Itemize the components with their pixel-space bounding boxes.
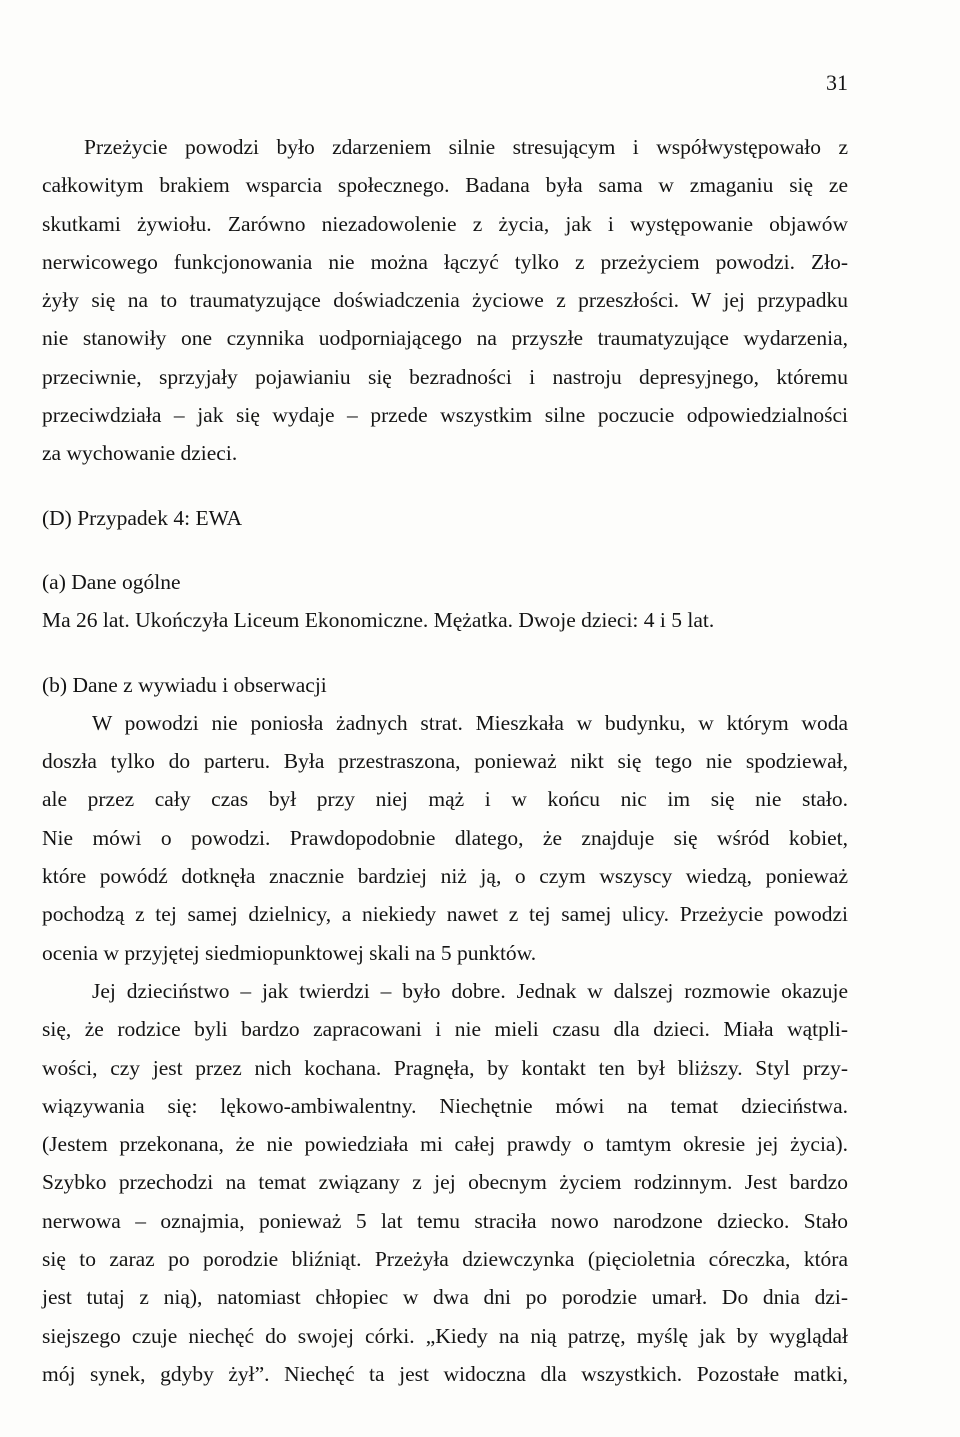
section-b-heading: (b) Dane z wywiadu i obserwacji xyxy=(42,672,327,697)
text-line: W powodzi nie poniosła żadnych strat. Mieszkała w budynku, w którym woda xyxy=(92,710,848,735)
spacer xyxy=(42,537,848,563)
section-a-heading: (a) Dane ogólne xyxy=(42,569,181,594)
page-number: 31 xyxy=(826,70,848,95)
text-line: ocenia w przyjętej siedmiopunktowej skali na 5 punktów. xyxy=(42,940,537,965)
text-line: żyły się na to traumatyzujące doświadczenia życiowe z przeszłości. W jej przypadku xyxy=(42,288,848,313)
text-line: Szybko przechodzi na temat związany z jej obecnym życiem rodzinnym. Jest bardzo xyxy=(42,1170,848,1195)
text-line: skutkami żywiołu. Zarówno niezadowolenie z życia, jak i występowanie objawów xyxy=(42,211,848,236)
section-a-text: Ma 26 lat. Ukończyła Liceum Ekonomiczne. Mężatka. Dwoje dzieci: 4 i 5 lat. xyxy=(42,608,715,633)
text-line: nerwicowego funkcjonowania nie można łączyć tylko z przeżyciem powodzi. Zło- xyxy=(42,249,848,274)
spacer xyxy=(42,640,848,666)
text-line: pochodzą z tej samej dzielnicy, a niekiedy nawet z tej samej ulicy. Przeżycie powodzi xyxy=(42,902,848,927)
text-line: które powódź dotknęła znacznie bardziej niż ją, o czym wszyscy wiedzą, ponieważ xyxy=(42,864,848,889)
text-line: za wychowanie dzieci. xyxy=(42,441,238,466)
page-text xyxy=(42,128,848,1393)
text-line: siejszego czuje niechęć do swojej córki. „Kiedy na nią patrzę, myślę jak by wyglądał xyxy=(42,1323,848,1348)
paragraph-interview xyxy=(42,704,848,972)
text-line: przeciwnie, sprzyjały pojawianiu się bezradności i nastroju depresyjnego, któremu xyxy=(42,364,848,389)
spacer xyxy=(42,473,848,499)
paragraph-childhood xyxy=(42,972,848,1393)
text-line: ale przez cały czas był przy niej mąż i w końcu nic im się nie stało. xyxy=(42,787,848,812)
text-line: (Jestem przekonana, że nie powiedziała mi całej prawdy o tamtym okresie jej życia). xyxy=(42,1132,848,1157)
text-line: Nie mówi o powodzi. Prawdopodobnie dlatego, że znajduje się wśród kobiet, xyxy=(42,825,848,850)
paragraph-intro xyxy=(42,128,848,473)
text-line: się, że rodzice byli bardzo zapracowani i nie mieli czasu dla dzieci. Miała wątpli- xyxy=(42,1017,848,1042)
text-line: mój synek, gdyby żył”. Niechęć ta jest widoczna dla wszystkich. Pozostałe matki, xyxy=(42,1361,848,1386)
text-line: wości, czy jest przez nich kochana. Pragnęła, by kontakt ten był bliższy. Styl przy- xyxy=(42,1055,848,1080)
case-heading: (D) Przypadek 4: EWA xyxy=(42,505,243,530)
text-line: nie stanowiły one czynnika uodporniającego na przyszłe traumatyzujące wydarzenia, xyxy=(42,326,848,351)
text-line: przeciwdziała – jak się wydaje – przede wszystkim silne poczucie odpowiedzialności xyxy=(42,403,848,428)
text-line: doszła tylko do parteru. Była przestraszona, ponieważ nikt się tego nie spodziewał, xyxy=(42,749,848,774)
text-line: wiązywania się: lękowo-ambiwalentny. Niechętnie mówi na temat dzieciństwa. xyxy=(42,1093,848,1118)
text-line: nerwowa – oznajmia, ponieważ 5 lat temu straciła nowo narodzone dziecko. Stało xyxy=(42,1208,848,1233)
text-line: się to zaraz po porodzie bliźniąt. Przeżyła dziewczynka (pięcioletnia córeczka, która xyxy=(42,1247,848,1272)
text-line: Przeżycie powodzi było zdarzeniem silnie stresującym i współwystępowało z xyxy=(84,135,848,159)
text-line: Jej dzieciństwo – jak twierdzi – było dobre. Jednak w dalszej rozmowie okazuje xyxy=(92,978,848,1003)
text-line: jest tutaj z nią), natomiast chłopiec w dwa dni po porodzie umarł. Do dnia dzi- xyxy=(42,1285,848,1310)
text-line: całkowitym brakiem wsparcia społecznego. Badana była sama w zmaganiu się ze xyxy=(42,173,848,198)
